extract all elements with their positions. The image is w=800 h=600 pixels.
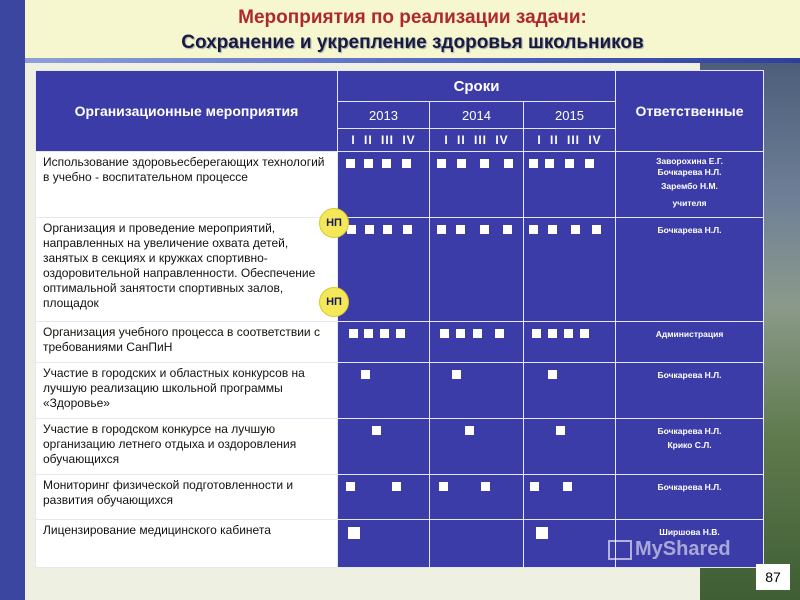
quarter-mark (571, 225, 580, 234)
responsible-cell (616, 152, 764, 218)
responsible-name: Администрация (655, 329, 724, 339)
responsible-name: Бочкарева Н.Л. (657, 370, 722, 380)
quarter-mark (480, 225, 489, 234)
schedule-cell-2014 (430, 419, 524, 475)
header-year-2013: 2013 (338, 102, 430, 129)
schedule-cell-2015 (524, 322, 616, 363)
quarter-mark (563, 482, 572, 491)
quarter-mark (503, 225, 512, 234)
activity-cell: Использование здоровьесберегающих технологий в учебно - воспитательном процессе (36, 152, 338, 218)
table-row (36, 475, 764, 520)
responsible-cell (616, 218, 764, 322)
quarter-mark (480, 159, 489, 168)
responsible-cell (616, 363, 764, 419)
quarter-mark (437, 225, 446, 234)
quarter-mark (548, 225, 557, 234)
schedule-cell-2015 (524, 520, 616, 568)
quarter-mark (495, 329, 504, 338)
quarter-mark (380, 329, 389, 338)
quarter-mark (556, 426, 565, 435)
left-decor-band (0, 0, 25, 600)
schedule-cell-2013 (338, 322, 430, 363)
quarter-mark (346, 159, 355, 168)
quarter-mark (532, 329, 541, 338)
schedule-cell-2015 (524, 419, 616, 475)
quarter-mark (348, 527, 360, 539)
np-badge: НП (319, 208, 349, 238)
header-quarters-2013: I II III IV (338, 129, 430, 152)
responsible-cell (616, 322, 764, 363)
header-quarters-2015: I II III IV (524, 129, 616, 152)
quarter-mark (383, 225, 392, 234)
quarter-mark (364, 329, 373, 338)
quarter-mark (346, 482, 355, 491)
quarter-mark (481, 482, 490, 491)
schedule-cell-2014 (430, 218, 524, 322)
quarter-mark (382, 159, 391, 168)
header-responsible: Ответственные (616, 71, 764, 152)
quarter-mark (402, 159, 411, 168)
watermark-text: MyShared (635, 538, 731, 560)
schedule-cell-2013 (338, 152, 430, 218)
responsible-name: учителя (672, 198, 707, 208)
quarter-mark (437, 159, 446, 168)
schedule-cell-2015 (524, 152, 616, 218)
header-sroki: Сроки (338, 71, 616, 102)
quarter-mark (365, 225, 374, 234)
activity-cell: Организация и проведение мероприятий, направленных на увеличение охвата детей, занятых в секциях и кружках спортивно-оздоровительной направленности. Обеспечение оптимальной занятости спортивных залов, площадок (36, 218, 338, 322)
quarter-mark (440, 329, 449, 338)
activities-table (35, 70, 764, 568)
schedule-cell-2013 (338, 363, 430, 419)
schedule-cell-2013 (338, 475, 430, 520)
quarter-mark (465, 426, 474, 435)
responsible-name: Ширшова Н.В. (659, 527, 720, 537)
quarter-mark (592, 225, 601, 234)
quarter-mark (372, 426, 381, 435)
title-underline-stripe (25, 58, 800, 63)
activity-cell: Участие в городских и областных конкурсов на лучшую реализацию школьной программы «Здоровье» (36, 363, 338, 419)
schedule-cell-2013 (338, 218, 430, 322)
activity-cell: Мониторинг физической подготовленности и развития обучающихся (36, 475, 338, 520)
activity-cell: Организация учебного процесса в соответствии с требованиями СанПиН (36, 322, 338, 363)
quarter-mark (548, 329, 557, 338)
quarter-mark (364, 159, 373, 168)
quarter-mark (456, 225, 465, 234)
watermark-logo-icon (608, 540, 632, 560)
quarter-mark (545, 159, 554, 168)
table-row (36, 152, 764, 218)
responsible-name: Бочкарева Н.Л. (657, 225, 722, 235)
quarter-mark (396, 329, 405, 338)
schedule-cell-2014 (430, 363, 524, 419)
schedule-cell-2014 (430, 152, 524, 218)
quarter-mark (564, 329, 573, 338)
quarter-mark (529, 225, 538, 234)
responsible-name: Бочкарева Н.Л. (657, 167, 722, 177)
quarter-mark (349, 329, 358, 338)
schedule-cell-2013 (338, 520, 430, 568)
quarter-mark (504, 159, 513, 168)
header-org-activities: Организационные мероприятия (36, 71, 338, 152)
quarter-mark (530, 482, 539, 491)
responsible-name: Заворохина Е.Г. (656, 156, 723, 166)
schedule-cell-2014 (430, 520, 524, 568)
np-badge: НП (319, 287, 349, 317)
table-row (36, 363, 764, 419)
quarter-mark (361, 370, 370, 379)
quarter-mark (529, 159, 538, 168)
table-row (36, 419, 764, 475)
schedule-cell-2014 (430, 322, 524, 363)
responsible-cell (616, 419, 764, 475)
slide-subtitle: Сохранение и укрепление здоровья школьников (181, 32, 644, 53)
quarter-mark (403, 225, 412, 234)
quarter-mark (536, 527, 548, 539)
schedule-cell-2013 (338, 419, 430, 475)
responsible-name: Крико С.Л. (667, 440, 712, 450)
quarter-mark (473, 329, 482, 338)
quarter-mark (548, 370, 557, 379)
quarter-mark (392, 482, 401, 491)
table-row (36, 322, 764, 363)
quarter-mark (585, 159, 594, 168)
responsible-name: Бочкарева Н.Л. (657, 482, 722, 492)
quarter-mark (456, 329, 465, 338)
quarter-mark (452, 370, 461, 379)
header-year-2014: 2014 (430, 102, 524, 129)
schedule-cell-2015 (524, 218, 616, 322)
activity-cell: Участие в городском конкурсе на лучшую организацию летнего отдыха и оздоровления обучающихся (36, 419, 338, 475)
schedule-cell-2014 (430, 475, 524, 520)
page-number: 87 (756, 564, 790, 590)
quarter-mark (565, 159, 574, 168)
responsible-cell (616, 475, 764, 520)
schedule-cell-2015 (524, 475, 616, 520)
activity-cell: Лицензирование медицинского кабинета (36, 520, 338, 568)
responsible-name: Зарембо Н.М. (661, 181, 718, 191)
responsible-name: Бочкарева Н.Л. (657, 426, 722, 436)
quarter-mark (580, 329, 589, 338)
schedule-cell-2015 (524, 363, 616, 419)
slide-title: Мероприятия по реализации задачи: (238, 7, 587, 28)
watermark (608, 538, 731, 561)
quarter-mark (457, 159, 466, 168)
header-quarters-2014: I II III IV (430, 129, 524, 152)
table-row (36, 218, 764, 322)
quarter-mark (439, 482, 448, 491)
header-year-2015: 2015 (524, 102, 616, 129)
